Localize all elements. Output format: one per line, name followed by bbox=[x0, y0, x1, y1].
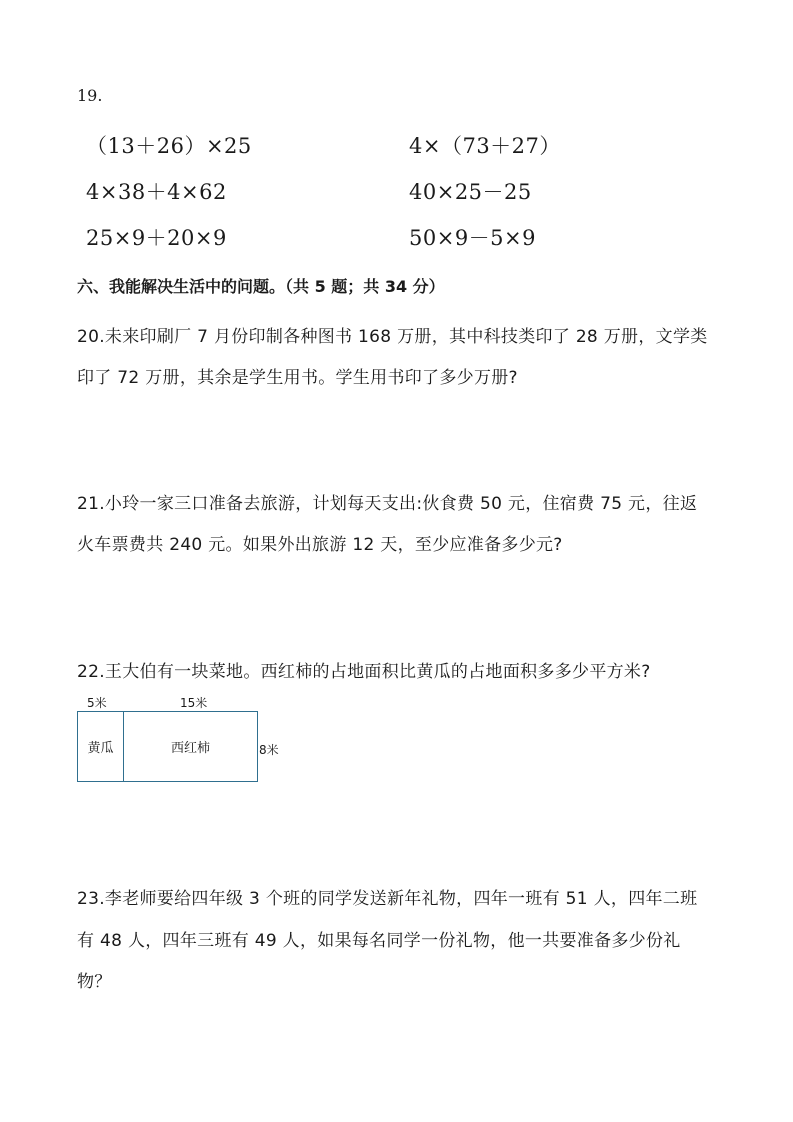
height-label: 8米 bbox=[259, 743, 279, 757]
expression-6: 50×9－5×9 bbox=[409, 226, 536, 250]
cucumber-plot bbox=[78, 712, 124, 781]
cucumber-label: 黄瓜 bbox=[87, 741, 114, 756]
question-21-line-2: 火车票费共 240 元。如果外出旅游 12 天，至少应准备多少元? bbox=[77, 535, 563, 555]
question-21-line-1: 21.小玲一家三口准备去旅游，计划每天支出:伙食费 50 元，住宿费 75 元，往返 bbox=[77, 494, 698, 514]
question-20-line-2: 印了 72 万册，其余是学生用书。学生用书印了多少万册? bbox=[77, 368, 518, 388]
question-23-line-2: 有 48 人，四年三班有 49 人，如果每名同学一份礼物，他一共要准备多少份礼 bbox=[77, 931, 681, 951]
garden-rectangle bbox=[77, 711, 258, 782]
expression-1: （13＋26）×25 bbox=[86, 134, 252, 158]
section-6-title: 六、我能解决生活中的问题。（共 5 题；共 34 分） bbox=[77, 277, 445, 296]
question-23-line-1: 23.李老师要给四年级 3 个班的同学发送新年礼物，四年一班有 51 人，四年二班 bbox=[77, 889, 698, 909]
width-label-tomato: 15米 bbox=[180, 696, 208, 710]
question-19-number: 19. bbox=[77, 86, 103, 105]
expression-3: 4×38＋4×62 bbox=[86, 180, 227, 204]
question-22-text: 22.王大伯有一块菜地。西红柿的占地面积比黄瓜的占地面积多多少平方米? bbox=[77, 662, 651, 682]
expression-4: 40×25－25 bbox=[409, 180, 532, 204]
width-label-cucumber: 5米 bbox=[87, 696, 107, 710]
tomato-label: 西红柿 bbox=[170, 741, 210, 756]
expression-2: 4×（73＋27） bbox=[409, 134, 561, 158]
tomato-plot bbox=[124, 712, 257, 781]
expression-5: 25×9＋20×9 bbox=[86, 226, 227, 250]
question-20-line-1: 20.未来印刷厂 7 月份印制各种图书 168 万册，其中科技类印了 28 万册，文学类 bbox=[77, 327, 708, 347]
question-23-line-3: 物？ bbox=[77, 972, 112, 992]
